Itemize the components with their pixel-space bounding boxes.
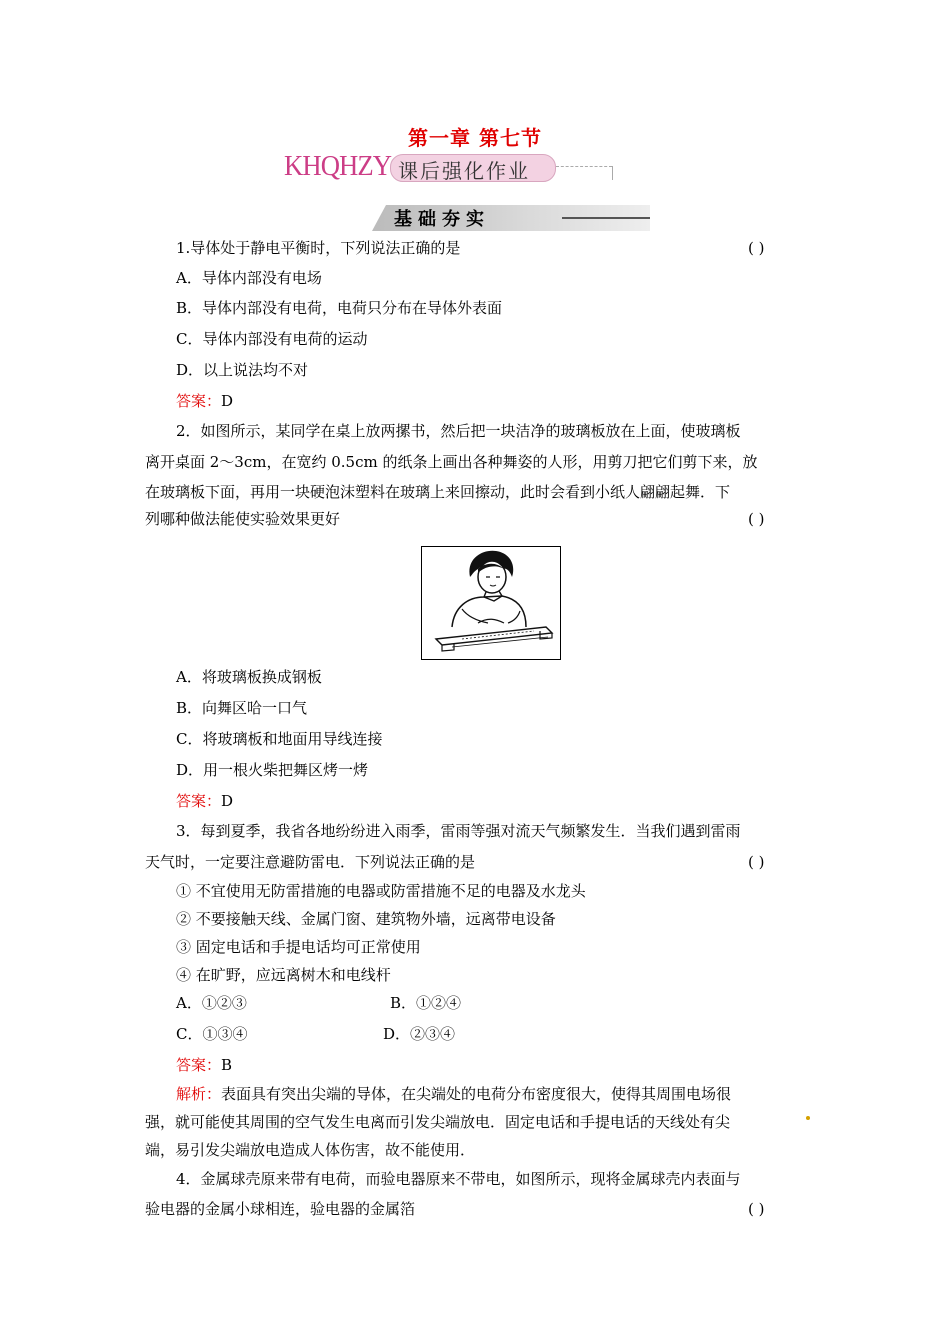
banner-tick	[612, 166, 613, 180]
q1-option-b: B．导体内部没有电荷，电荷只分布在导体外表面	[176, 299, 503, 317]
q3-item-1: ① 不宜使用无防雷措施的电器或防雷措施不足的电器及水龙头	[176, 882, 586, 900]
q3-stem-line-2: 天气时，一定要注意避防雷电．下列说法正确的是	[145, 853, 476, 871]
q2-answer-value: D	[221, 792, 234, 810]
q3-answer-label: 答案：	[176, 1056, 222, 1074]
section-header	[372, 203, 650, 233]
q2-option-b: B．向舞区哈一口气	[176, 699, 308, 717]
q2-stem-line-3: 在玻璃板下面，再用一块硬泡沫塑料在玻璃上来回擦动，此时会看到小纸人翩翩起舞．下	[145, 483, 731, 501]
q3-item-4: ④ 在旷野，应远离树木和电线杆	[176, 966, 391, 984]
q1-answer-blank: ( )	[748, 239, 765, 257]
q1-answer	[176, 391, 233, 411]
experiment-illustration	[422, 547, 560, 659]
banner-logo: KHQHZY	[284, 150, 392, 182]
q3-analysis-line-3: 端，易引发尖端放电造成人体伤害，故不能使用．	[145, 1141, 476, 1159]
q3-option-a: A．①②③	[176, 994, 247, 1012]
q3-option-c: C．①③④	[176, 1025, 248, 1043]
dancing-paper-figure	[421, 546, 561, 660]
q3-answer-blank: ( )	[748, 853, 765, 871]
q3-analysis-text-1: 表面具有突出尖端的导体，在尖端处的电荷分布密度很大，使得其周围电场很	[221, 1085, 732, 1103]
q2-stem-line-1: 2．如图所示，某同学在桌上放两摞书，然后把一块洁净的玻璃板放在上面，使玻璃板	[176, 422, 741, 440]
banner-divider	[556, 166, 612, 167]
q3-answer-value: B	[221, 1056, 233, 1074]
q2-option-a: A．将玻璃板换成钢板	[176, 668, 322, 686]
section-title: 基础夯实	[394, 209, 490, 230]
q4-answer-blank: ( )	[748, 1200, 765, 1218]
q1-option-d: D．以上说法均不对	[176, 361, 309, 379]
q3-stem-line-1: 3．每到夏季，我省各地纷纷进入雨季，雷雨等强对流天气频繁发生．当我们遇到雷雨	[176, 822, 741, 840]
q3-item-2: ② 不要接触天线、金属门窗、建筑物外墙，远离带电设备	[176, 910, 556, 928]
q3-analysis-label: 解析：	[176, 1085, 222, 1103]
chapter-title: 第一章 第七节	[408, 126, 542, 150]
q3-answer	[176, 1055, 232, 1075]
q2-option-d: D．用一根火柴把舞区烤一烤	[176, 761, 369, 779]
q2-option-c: C．将玻璃板和地面用导线连接	[176, 730, 383, 748]
q3-analysis-line-2: 强，就可能使其周围的空气发生电离而引发尖端放电．固定电话和手提电话的天线处有尖	[145, 1113, 731, 1131]
q2-answer	[176, 791, 233, 811]
q2-answer-blank: ( )	[748, 510, 765, 528]
q3-item-3: ③ 固定电话和手提电话均可正常使用	[176, 938, 421, 956]
q3-option-b: B．①②④	[390, 994, 462, 1012]
q3-analysis-line-1	[176, 1084, 731, 1104]
q1-answer-value: D	[221, 392, 234, 410]
q1-option-c: C．导体内部没有电荷的运动	[176, 330, 368, 348]
q1-option-a: A．导体内部没有电场	[176, 269, 322, 287]
q4-stem-line-1: 4．金属球壳原来带有电荷，而验电器原来不带电，如图所示，现将金属球壳内表面与	[176, 1170, 741, 1188]
q3-option-d: D．②③④	[383, 1025, 456, 1043]
q2-stem-line-2: 离开桌面 2～3cm，在宽约 0.5cm 的纸条上画出各种舞姿的人形，用剪刀把它们剪下来，放	[145, 453, 758, 471]
q4-stem-line-2: 验电器的金属小球相连，验电器的金属箔	[145, 1200, 416, 1218]
q1-answer-label: 答案：	[176, 392, 222, 410]
banner-text: 课后强化作业	[398, 159, 530, 183]
homework-banner	[284, 152, 604, 186]
marker-dot	[806, 1116, 810, 1120]
q2-stem-line-4: 列哪种做法能使实验效果更好	[145, 510, 341, 528]
q1-stem: 1.导体处于静电平衡时，下列说法正确的是	[176, 239, 461, 257]
q2-answer-label: 答案：	[176, 792, 222, 810]
